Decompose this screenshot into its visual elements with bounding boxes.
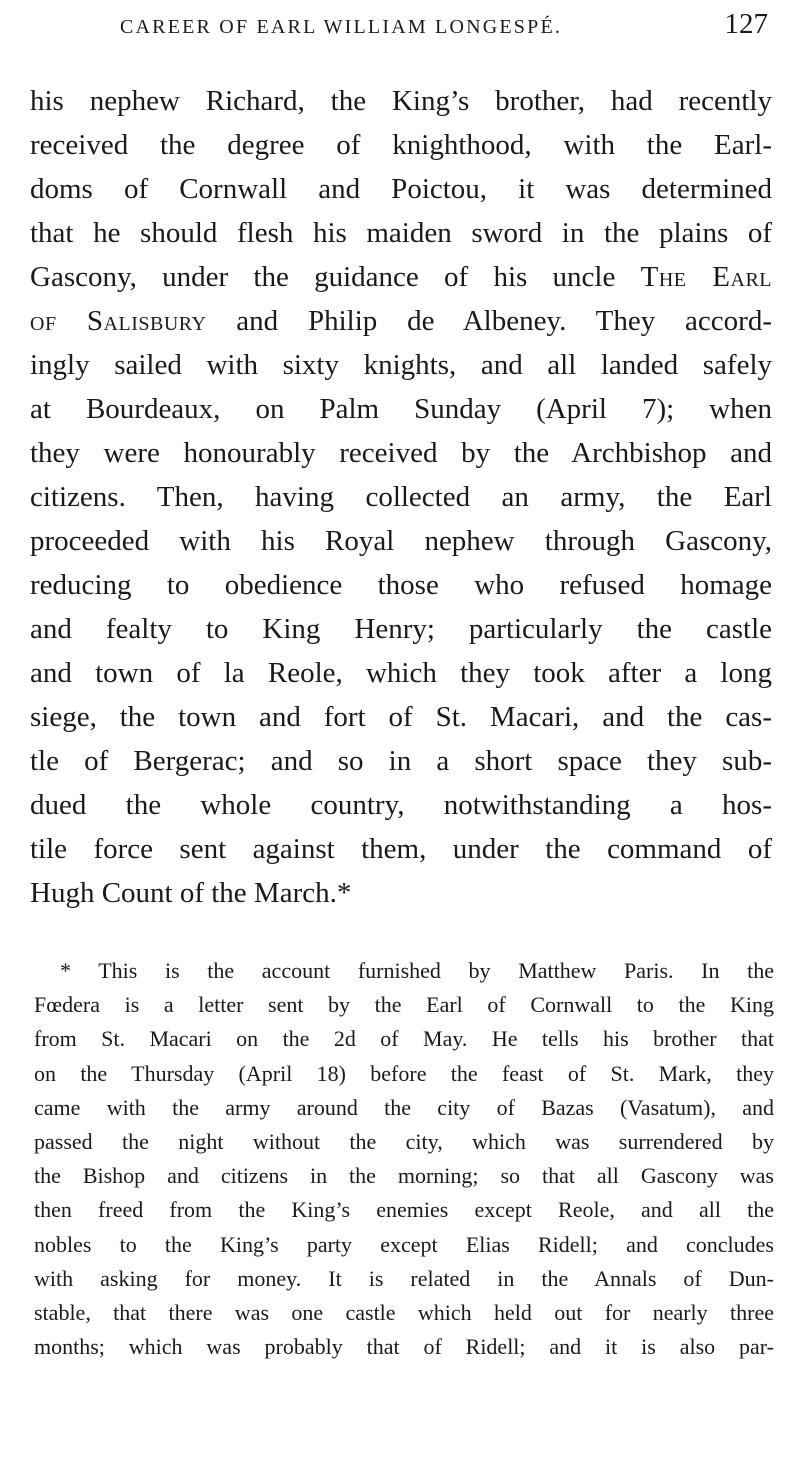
footnote-line: on the Thursday (April 18) before the feast of St. Mark, they (34, 1060, 774, 1086)
footnote-line: the Bishop and citizens in the morning; so that all Gascony was (34, 1163, 774, 1189)
footnote-line: from St. Macari on the 2d of May. He tells his brother that (34, 1026, 774, 1052)
footnote-line: passed the night without the city, which was surrendered by (34, 1128, 774, 1154)
body-line: Hugh Count of the March.* (30, 877, 352, 909)
body-line (30, 255, 772, 299)
body-line: ingly sailed with sixty knights, and all landed safely (30, 349, 772, 381)
footnote-line: came with the army around the city of Bazas (Vasatum), and (34, 1094, 774, 1120)
footnote-line: * This is the account furnished by Matthew Paris. In the (60, 958, 774, 983)
body-line: that he should flesh his maiden sword in the plains of (30, 217, 772, 249)
body-line: tle of Bergerac; and so in a short space they sub- (30, 745, 772, 777)
body-line: reducing to obedience those who refused homage (30, 569, 772, 601)
small-caps-name: The Earl (640, 261, 772, 293)
body-line: his nephew Richard, the King’s brother, had recently (30, 85, 772, 117)
body-line (30, 299, 772, 343)
body-text (30, 79, 772, 915)
body-line: siege, the town and fort of St. Macari, and the cas- (30, 701, 772, 733)
body-line: citizens. Then, having collected an army, the Earl (30, 481, 772, 513)
footnote-line: Fœdera is a letter sent by the Earl of Cornwall to the King (34, 992, 774, 1018)
body-line: and fealty to King Henry; particularly the castle (30, 613, 772, 645)
body-line: and town of la Reole, which they took after a long (30, 657, 772, 689)
footnote-line: with asking for money. It is related in the Annals of Dun- (34, 1265, 774, 1291)
footnote-line: stable, that there was one castle which held out for nearly three (34, 1299, 774, 1325)
body-line-text: and Philip de Albeney. They accord- (206, 305, 772, 337)
body-line: received the degree of knighthood, with the Earl- (30, 129, 772, 161)
body-line: they were honourably received by the Archbishop and (30, 437, 772, 469)
running-head (120, 8, 768, 44)
body-line: dued the whole country, notwithstanding a hos- (30, 789, 772, 821)
footnote (34, 954, 774, 1364)
footnote-line: nobles to the King’s party except Elias Ridell; and concludes (34, 1231, 774, 1257)
running-title: CAREER OF EARL WILLIAM LONGESPÉ. (120, 16, 563, 38)
footnote-line: then freed from the King’s enemies except Reole, and all the (34, 1197, 774, 1223)
body-line-text: Gascony, under the guidance of his uncle (30, 261, 641, 293)
body-line: proceeded with his Royal nephew through Gascony, (30, 525, 772, 557)
body-line: tile force sent against them, under the command of (30, 833, 772, 865)
body-line: doms of Cornwall and Poictou, it was determined (30, 173, 772, 205)
small-caps-name: of Salisbury (30, 305, 207, 337)
body-line: at Bourdeaux, on Palm Sunday (April 7); when (30, 393, 772, 425)
page-number: 127 (724, 8, 768, 40)
footnote-line: months; which was probably that of Ridell; and it is also par- (34, 1334, 774, 1360)
